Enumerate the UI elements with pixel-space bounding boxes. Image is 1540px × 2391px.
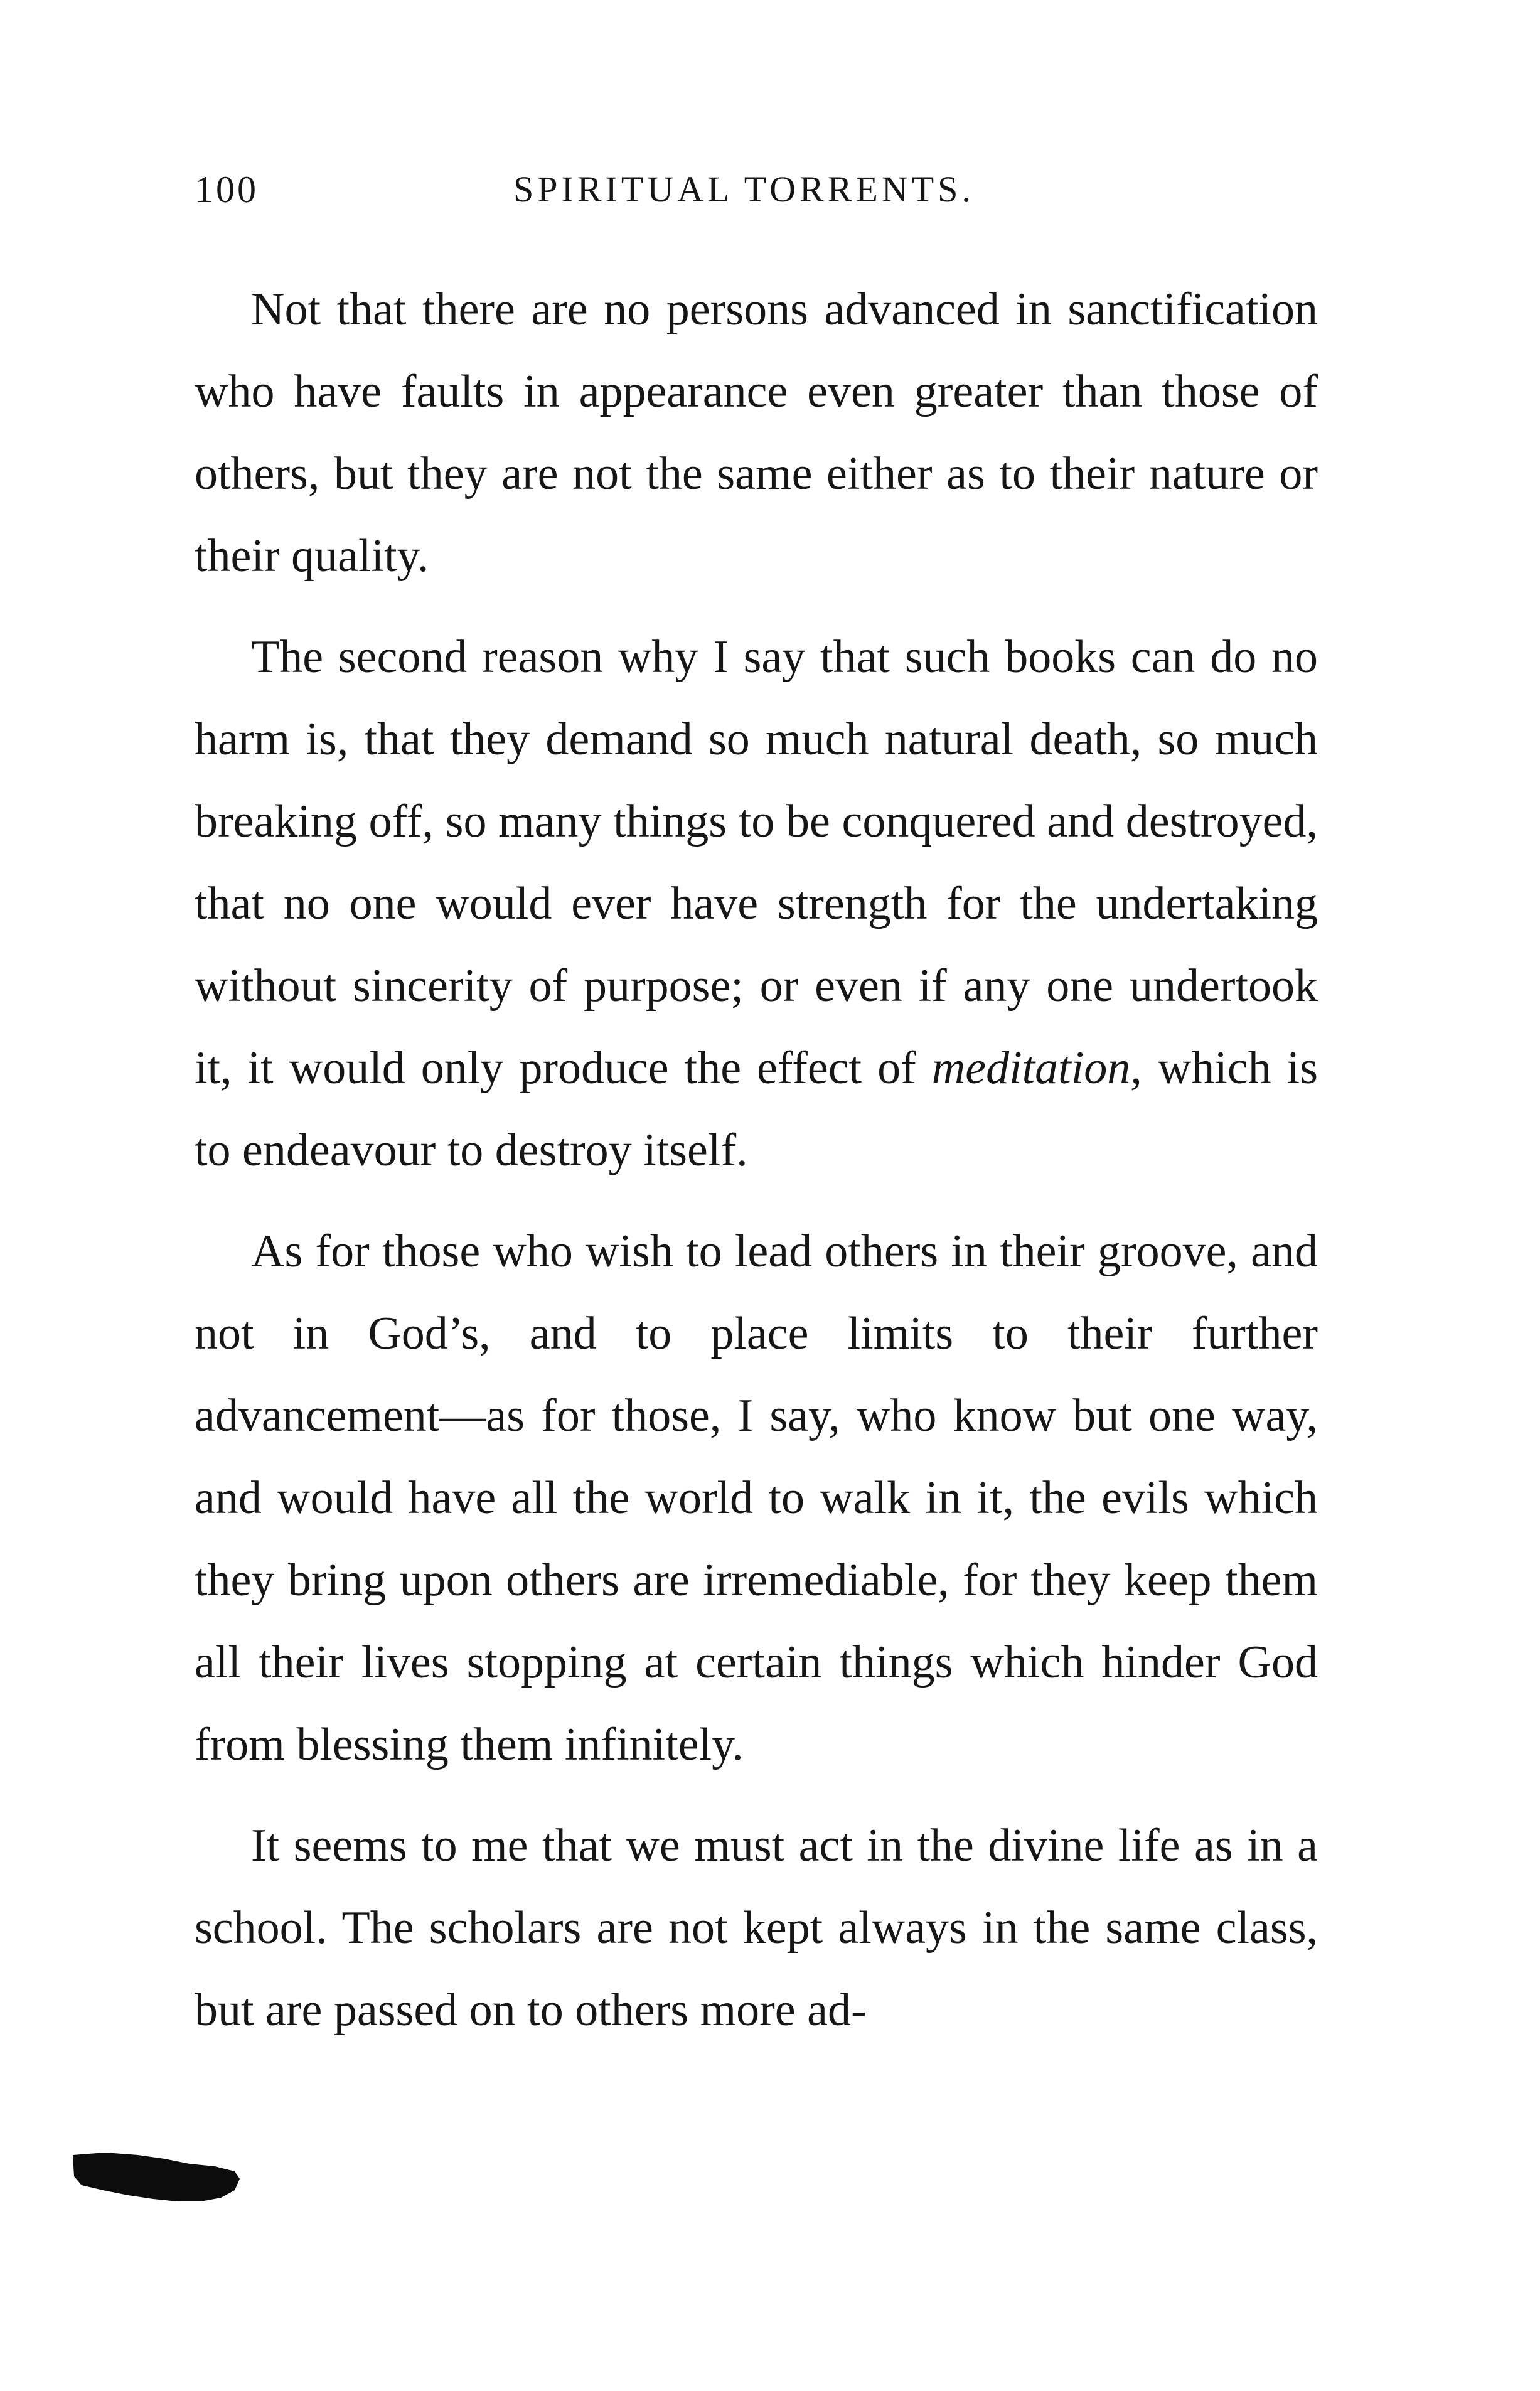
paragraph-3-text: As for those who wish to lead others in their groove, and not in God’s, and to place limits to their further advancement—as for those, I say, who know but one way, and would have all the world to walk in it, the evils which they bring upon others are irremediable, for they keep them all their lives stopping at certain things which hinder God from blessing them infinitely. [195,1226,1318,1770]
paragraph-2 [195,616,1318,1192]
paragraph-4 [195,1805,1318,2051]
body-text [195,269,1318,2070]
paragraph-2-text: The second reason why I say that such books can do no harm is, that they demand so much natural death, so much breaking off, so many things to be conquered and destroyed, that no one would ever have strength for the undertaking without sincerity of purpose; or even if any one undertook it, it would only produce the effect of [195,631,1318,1094]
paragraph-1-text: Not that there are no persons advanced in sanctification who have faults in appearance even greater than those of others, but they are not the same either as to their nature or their quality. [195,284,1318,582]
paragraph-3 [195,1211,1318,1786]
paragraph-4-text: It seems to me that we must act in the divine life as in a school. The scholars are not kept always in the same class, but are passed on to others more ad- [195,1820,1318,2036]
paragraph-1 [195,269,1318,597]
ink-blot-scan-mark [70,2146,246,2209]
running-head [195,168,1324,218]
paragraph-2-italic-word: meditation, [931,1042,1142,1094]
paragraph-2-text-after: which is to endeavour to destroy itself. [195,1042,1318,1176]
page-number: 100 [195,169,259,210]
header-title: SPIRITUAL TORRENTS. [513,169,975,210]
